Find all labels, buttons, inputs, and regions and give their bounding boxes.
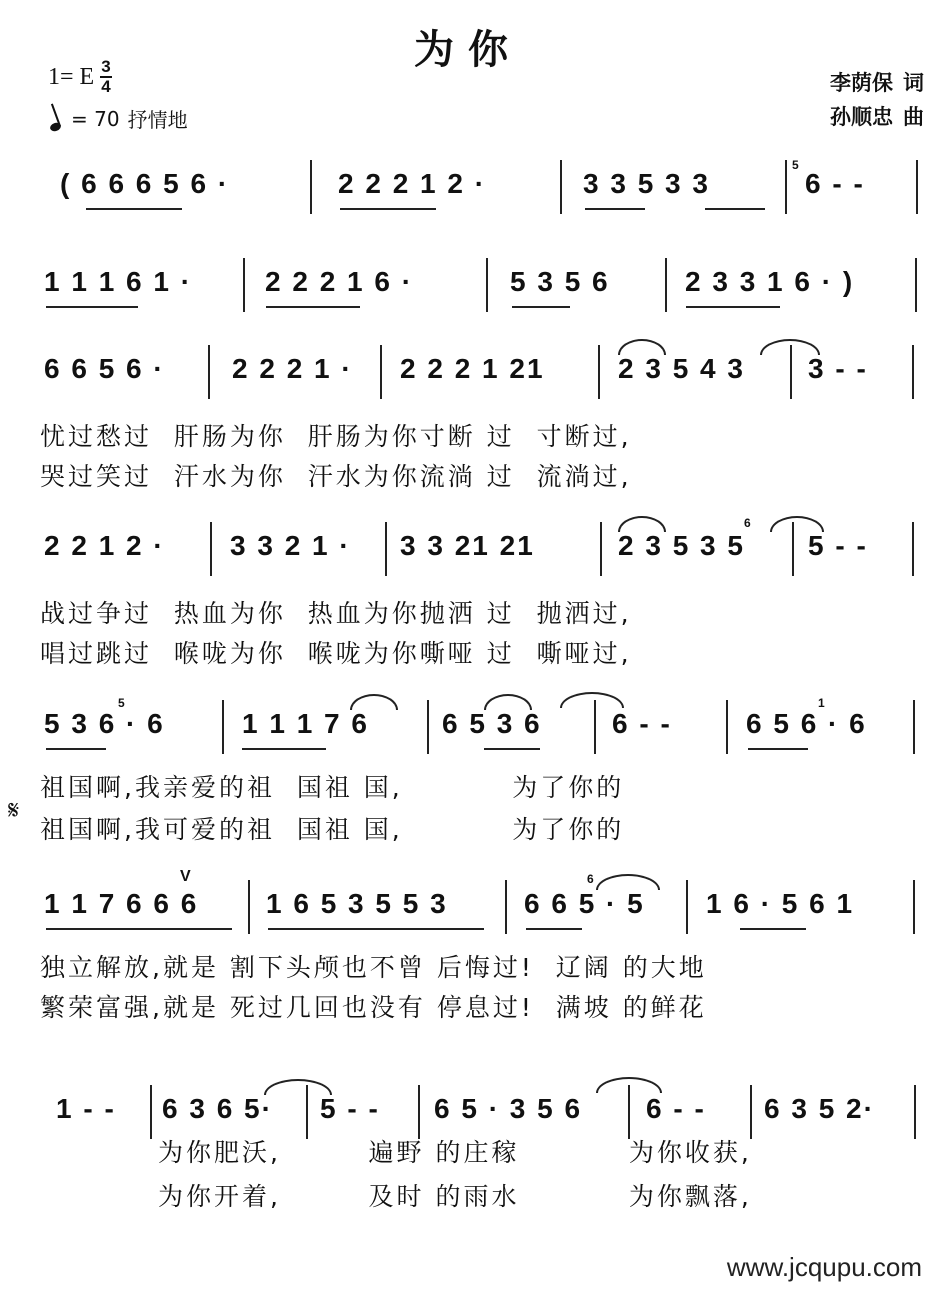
measure: 5 - - — [320, 1093, 380, 1124]
measure: 3 3 2 1 · — [230, 530, 351, 561]
bar-line — [486, 258, 488, 312]
measure: 1 1 1 7 6 — [242, 708, 369, 739]
bar-line — [912, 345, 914, 399]
measure: 6 6 5 6 · — [44, 353, 165, 384]
measure: 1 1 7 6 6 6 — [44, 888, 199, 919]
measure: 2 3 3 1 6 · ) — [685, 266, 855, 297]
expression-text: 抒情地 — [127, 108, 188, 132]
measure: 6 6 5 · 5 — [524, 888, 645, 919]
credits — [820, 66, 924, 134]
tempo-value: = 70 — [71, 106, 120, 131]
beam-underline — [46, 748, 106, 750]
bar-line — [222, 700, 224, 754]
lyricist-name: 李荫保 — [830, 71, 893, 95]
measure: 1 1 1 6 1 · — [44, 266, 193, 297]
measure: 2 3 5 4 3 — [618, 353, 745, 384]
beam-underline — [86, 208, 182, 210]
score-row-6 — [0, 868, 936, 1022]
measure: 2 2 2 1 6 · — [265, 266, 414, 297]
bar-line — [915, 258, 917, 312]
score-row-3 — [0, 345, 936, 491]
bar-line — [310, 160, 312, 214]
time-signature: $\frac{3}{4}$ — [101, 57, 111, 96]
bar-line — [665, 258, 667, 312]
beam-underline — [740, 928, 806, 930]
score-row-1 — [0, 160, 936, 220]
composer-name: 孙顺忠 — [830, 105, 893, 129]
bar-line — [418, 1085, 420, 1139]
grace-note: 5 — [118, 696, 125, 710]
beam-underline — [46, 306, 138, 308]
grace-note: 1 — [818, 696, 825, 710]
beam-underline — [268, 928, 484, 930]
beam-underline — [46, 928, 232, 930]
lyric-verse-2: 哭过笑过 汗水为你 汗水为你流淌 过 流淌过, — [40, 462, 632, 491]
bar-line — [380, 345, 382, 399]
grace-note: 6 — [744, 516, 751, 530]
bar-line — [208, 345, 210, 399]
measure: 1 - - — [56, 1093, 116, 1124]
key-signature — [48, 58, 112, 96]
measure: 6 5 6 · 6 — [746, 708, 867, 739]
lyric-verse-2: 繁荣富强,就是 死过几回也没有 停息过! 满坡 的鲜花 — [40, 993, 707, 1022]
beam-underline — [585, 208, 645, 210]
measure: 1 6 · 5 6 1 — [706, 888, 855, 919]
bar-line — [427, 700, 429, 754]
measure: 6 - - — [612, 708, 672, 739]
beam-underline — [686, 306, 780, 308]
lyric-verse-1: 为你肥沃, 遍野 的庄稼 为你收获, — [158, 1138, 752, 1167]
tempo-marking — [50, 104, 188, 133]
bar-line — [914, 1085, 916, 1139]
bar-line — [505, 880, 507, 934]
breath-mark: V — [180, 868, 191, 885]
measure: 3 3 5 3 3 — [583, 168, 710, 199]
measure: 5 - - — [808, 530, 868, 561]
lyricist-role: 词 — [903, 71, 924, 95]
bar-line — [628, 1085, 630, 1139]
site-watermark: www.jcqupu.com — [726, 1252, 922, 1282]
segno-icon: 𝄋 — [8, 796, 20, 826]
beam-underline — [526, 928, 582, 930]
bar-line — [726, 700, 728, 754]
bar-line — [785, 160, 787, 214]
beam-underline — [266, 306, 360, 308]
bar-line — [243, 258, 245, 312]
score-row-5 — [0, 696, 936, 844]
slur — [560, 692, 624, 708]
measure: 3 3 21 21 — [400, 530, 535, 561]
score-row-4 — [0, 516, 936, 668]
measure: 6 5 · 3 5 6 — [434, 1093, 583, 1124]
beam-underline — [705, 208, 765, 210]
measure: 6 - - — [646, 1093, 706, 1124]
measure: 2 2 2 1 · — [232, 353, 353, 384]
bar-line — [598, 345, 600, 399]
bar-line — [686, 880, 688, 934]
lyric-verse-2: 唱过跳过 喉咙为你 喉咙为你嘶哑 过 嘶哑过, — [40, 639, 632, 668]
measure: ( 6 6 6 5 6 · — [60, 168, 230, 199]
bar-line — [600, 522, 602, 576]
bar-line — [150, 1085, 152, 1139]
lyric-verse-2: 祖国啊,我可爱的祖 国祖 国, 为了你的 — [40, 815, 625, 844]
composer-role: 曲 — [903, 105, 924, 129]
lyric-verse-1: 祖国啊,我亲爱的祖 国祖 国, 为了你的 — [40, 773, 625, 802]
bar-line — [916, 160, 918, 214]
measure: 6 3 5 2· — [764, 1093, 875, 1124]
measure: 2 2 2 1 2 · — [338, 168, 487, 199]
bar-line — [912, 522, 914, 576]
measure: 1 6 5 3 5 5 3 — [266, 888, 448, 919]
bar-line — [792, 522, 794, 576]
measure: 2 3 5 3 5 — [618, 530, 745, 561]
beam-underline — [340, 208, 436, 210]
bar-line — [385, 522, 387, 576]
beam-underline — [512, 306, 570, 308]
measure: 6 5 3 6 — [442, 708, 542, 739]
measure: 2 2 2 1 21 — [400, 353, 545, 384]
bar-line — [750, 1085, 752, 1139]
bar-line — [913, 700, 915, 754]
lyric-verse-1: 独立解放,就是 割下头颅也不曾 后悔过! 辽阔 的大地 — [40, 953, 707, 982]
song-title: 为你 — [414, 27, 522, 73]
measure: 5 3 6 · 6 — [44, 708, 165, 739]
lyric-verse-2: 为你开着, 及时 的雨水 为你飘落, — [158, 1182, 752, 1211]
measure: 5 3 5 6 — [510, 266, 610, 297]
bar-line — [560, 160, 562, 214]
bar-line — [306, 1085, 308, 1139]
key-label: 1= E — [48, 63, 95, 90]
measure: 3 - - — [808, 353, 868, 384]
grace-note: 5 — [792, 158, 799, 172]
score-row-2 — [0, 258, 936, 318]
measure: 6 3 6 5· — [162, 1093, 273, 1124]
lyric-verse-1: 忧过愁过 肝肠为你 肝肠为你寸断 过 寸断过, — [40, 422, 632, 451]
measure: 2 2 1 2 · — [44, 530, 165, 561]
bar-line — [913, 880, 915, 934]
bar-line — [248, 880, 250, 934]
beam-underline — [484, 748, 540, 750]
quarter-note-icon — [49, 121, 62, 132]
measure: 6 - - — [805, 168, 865, 199]
lyric-verse-1: 战过争过 热血为你 热血为你抛洒 过 抛洒过, — [40, 599, 632, 628]
bar-line — [210, 522, 212, 576]
bar-line — [594, 700, 596, 754]
bar-line — [790, 345, 792, 399]
beam-underline — [242, 748, 326, 750]
beam-underline — [748, 748, 808, 750]
score-row-7 — [0, 1085, 936, 1211]
grace-note: 6 — [587, 872, 594, 886]
